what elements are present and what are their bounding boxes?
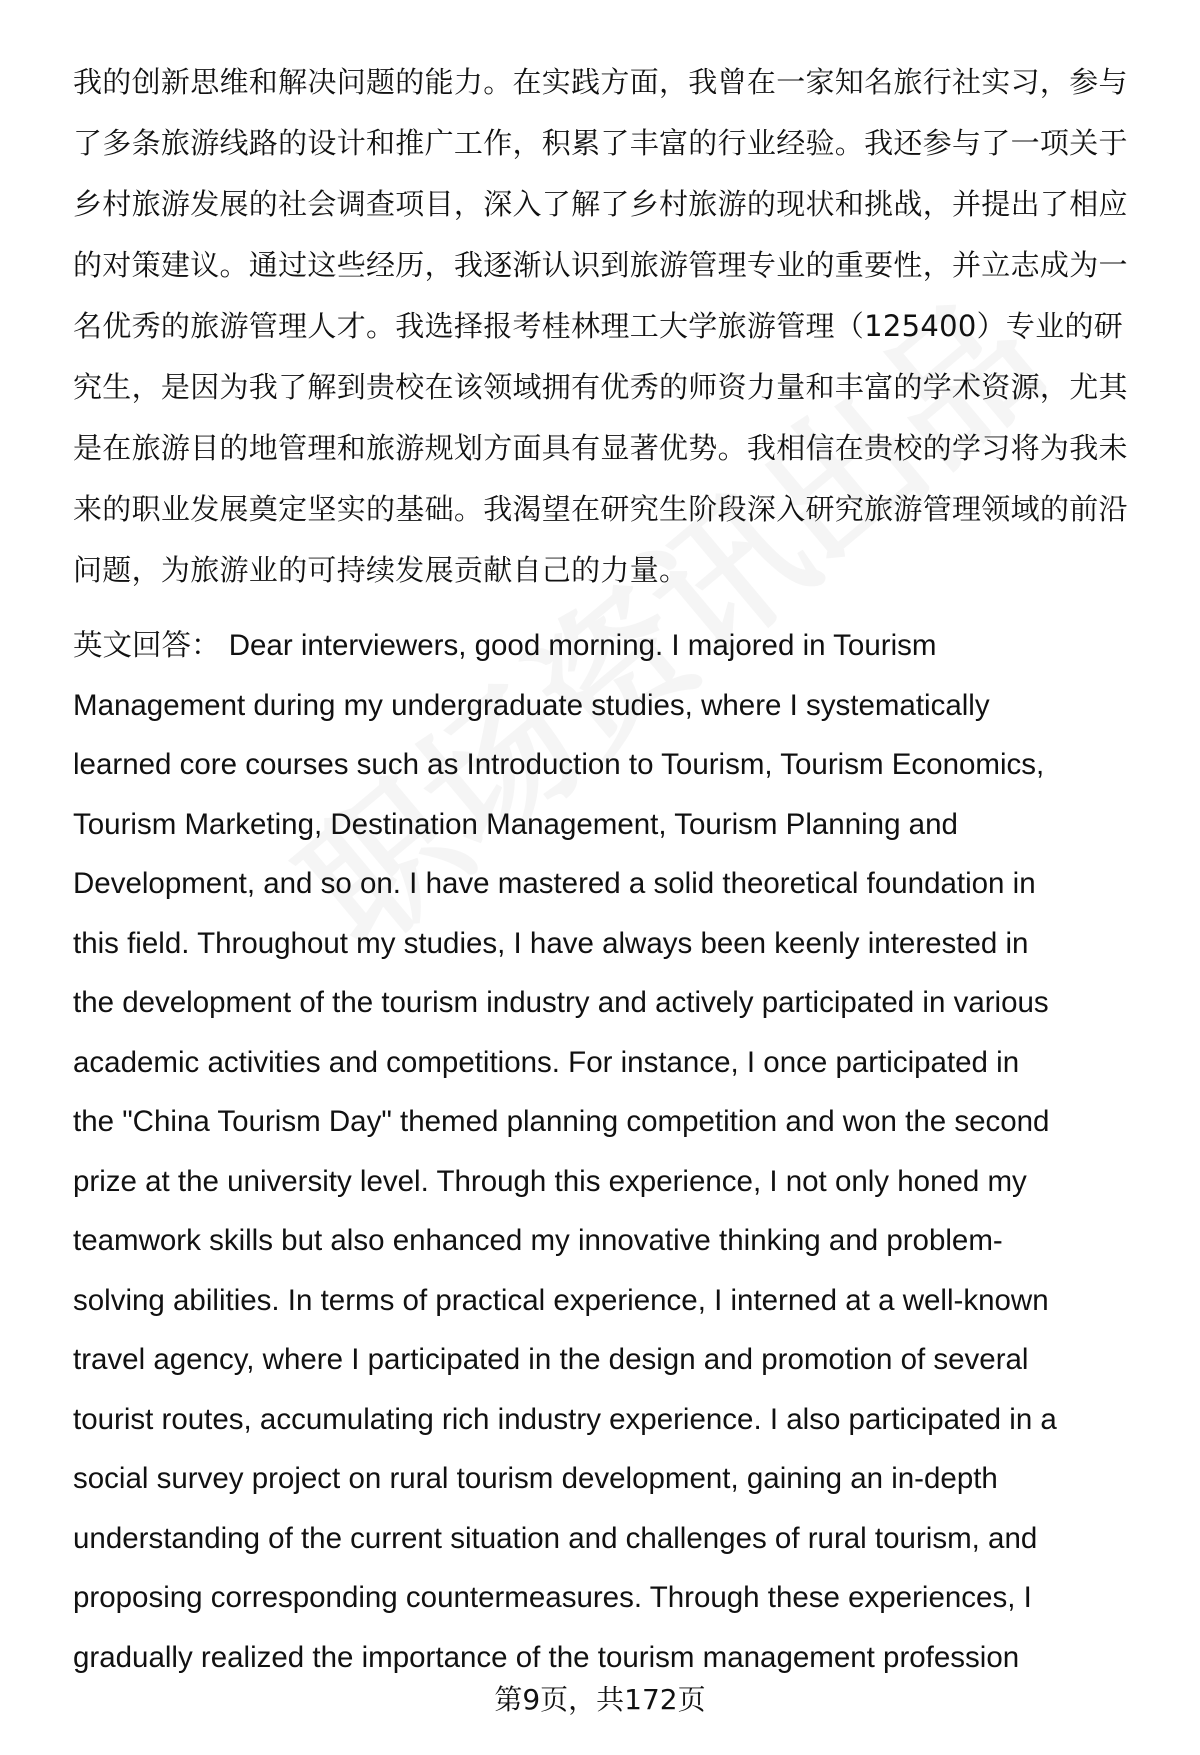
- text-line: teamwork skills but also enhanced my innovative thinking and problem-: [73, 1224, 1003, 1257]
- text-line: 英文回答： Dear interviewers, good morning. I majored in Tourism: [73, 629, 937, 662]
- text-line: Development, and so on. I have mastered a solid theoretical foundation in: [73, 867, 1036, 900]
- text-line: prize at the university level. Through this experience, I not only honed my: [73, 1164, 1027, 1198]
- text-line: the "China Tourism Day" themed planning competition and won the second: [73, 1105, 1050, 1138]
- text-line: this field. Throughout my studies, I have always been keenly interested in: [73, 926, 1029, 960]
- text-line: gradually realized the importance of the tourism management profession: [73, 1640, 1020, 1674]
- text-line: solving abilities. In terms of practical experience, I interned at a well-known: [73, 1283, 1049, 1317]
- text-line: 的对策建议。通过这些经历，我逐渐认识到旅游管理专业的重要性，并立志成为一: [73, 248, 1128, 282]
- text-line: 了多条旅游线路的设计和推广工作，积累了丰富的行业经验。我还参与了一项关于: [73, 126, 1128, 160]
- text-line: Management during my undergraduate studies, where I systematically: [73, 688, 990, 722]
- text-line: 是在旅游目的地管理和旅游规划方面具有显著优势。我相信在贵校的学习将为我未: [73, 431, 1128, 465]
- text-line: travel agency, where I participated in the design and promotion of several: [73, 1343, 1029, 1376]
- text-line: 究生，是因为我了解到贵校在该领域拥有优秀的师资力量和丰富的学术资源，尤其: [73, 370, 1128, 404]
- text-line: Tourism Marketing, Destination Management, Tourism Planning and: [73, 807, 958, 841]
- text-line: the development of the tourism industry and actively participated in various: [73, 986, 1049, 1019]
- text-line: 来的职业发展奠定坚实的基础。我渴望在研究生阶段深入研究旅游管理领域的前沿: [73, 492, 1128, 526]
- text-line: tourist routes, accumulating rich industry experience. I also participated in a: [73, 1402, 1057, 1436]
- text-line: understanding of the current situation and challenges of rural tourism, and: [73, 1521, 1038, 1555]
- text-line: proposing corresponding countermeasures. Through these experiences, I: [73, 1581, 1032, 1614]
- text-line: academic activities and competitions. For instance, I once participated in: [73, 1045, 1020, 1079]
- text-line: social survey project on rural tourism development, gaining an in-depth: [73, 1462, 998, 1495]
- text-line: 名优秀的旅游管理人才。我选择报考桂林理工大学旅游管理（125400）专业的研: [73, 309, 1124, 343]
- text-line: 乡村旅游发展的社会调查项目，深入了解了乡村旅游的现状和挑战，并提出了相应: [73, 187, 1128, 221]
- text-line: 我的创新思维和解决问题的能力。在实践方面，我曾在一家知名旅行社实习，参与: [73, 65, 1128, 99]
- page-number: 第9页，共172页: [494, 1683, 706, 1716]
- text-line: learned core courses such as Introduction to Tourism, Tourism Economics,: [73, 748, 1045, 781]
- text-line: 问题，为旅游业的可持续发展贡献自己的力量。: [73, 553, 689, 587]
